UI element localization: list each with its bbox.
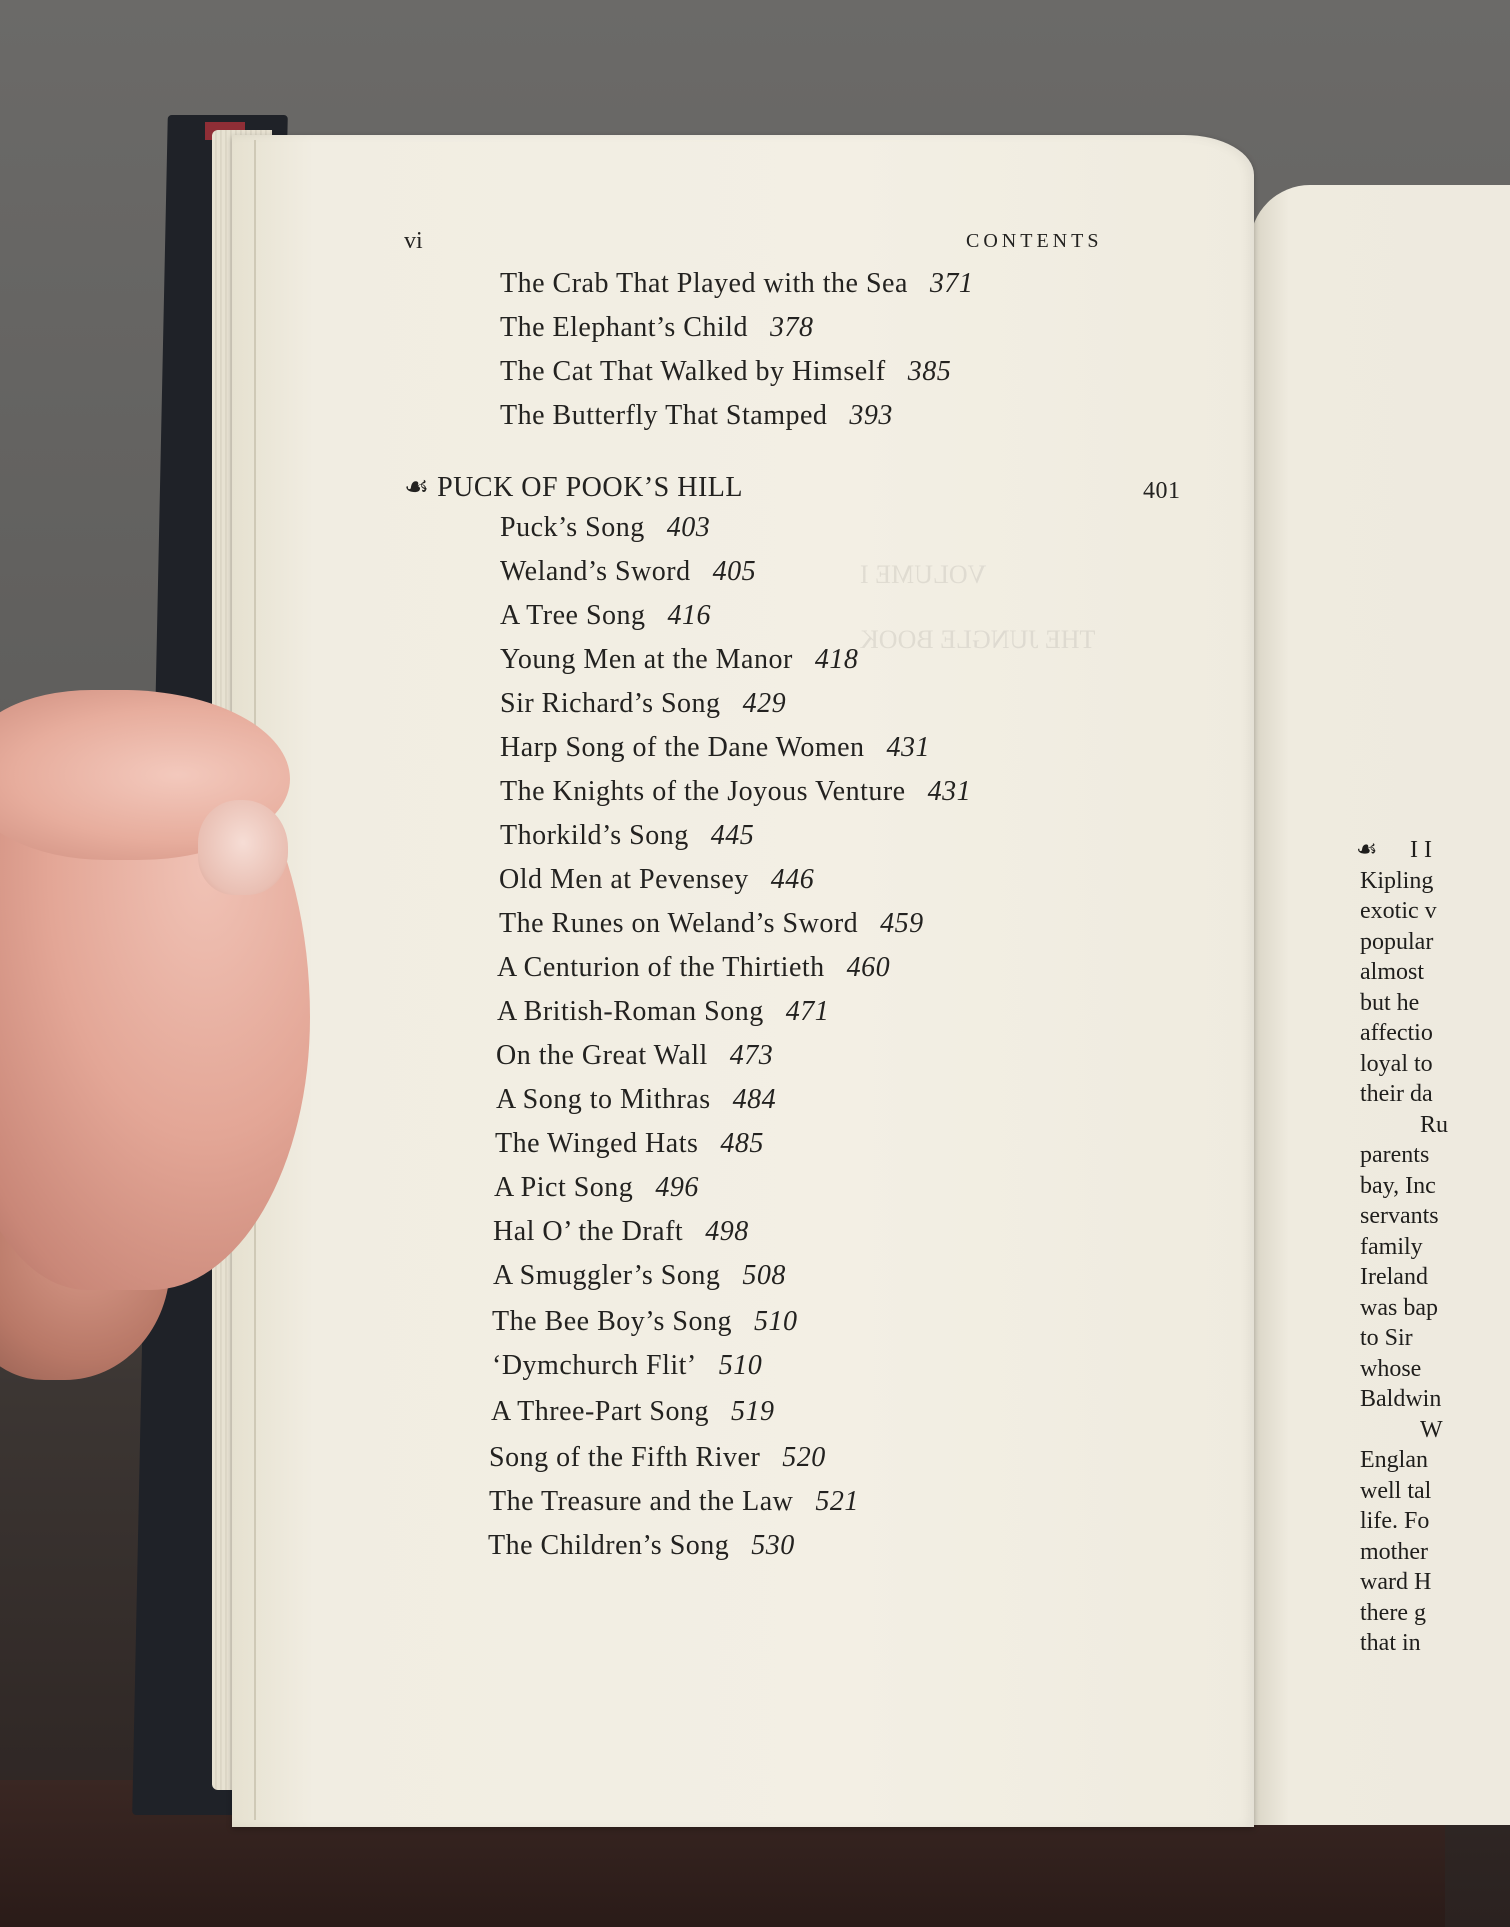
entry-title: The Runes on Weland’s Sword <box>499 908 859 939</box>
entry-page-number: 405 <box>712 556 757 587</box>
entry-title: Young Men at the Manor <box>500 644 793 675</box>
contents-entry <box>500 732 930 764</box>
right-page-line: Ireland <box>1360 1264 1428 1290</box>
entry-title: The Butterfly That Stamped <box>500 400 828 431</box>
fleuron-icon: ☙ <box>1356 837 1378 863</box>
entry-title: On the Great Wall <box>496 1040 708 1071</box>
right-page-line: Ru <box>1420 1111 1449 1138</box>
right-page-line: was bap <box>1360 1294 1438 1321</box>
right-page-line: almost <box>1360 959 1424 985</box>
right-page-line: exotic v <box>1360 898 1437 924</box>
contents-entry <box>493 1260 786 1292</box>
contents-entry <box>499 864 814 896</box>
right-page-line: popular <box>1360 928 1434 955</box>
entry-page-number: 520 <box>782 1442 826 1473</box>
entry-page-number: 519 <box>730 1396 775 1427</box>
contents-entry <box>500 688 786 720</box>
entry-page-number: 496 <box>655 1172 699 1203</box>
right-page-line: there g <box>1360 1599 1426 1626</box>
entry-title: The Knights of the Joyous Venture <box>500 776 906 807</box>
contents-entry <box>496 1084 776 1116</box>
entry-title: A Song to Mithras <box>496 1084 711 1115</box>
contents-entry <box>500 820 754 852</box>
right-page-line: I I <box>1410 837 1432 863</box>
entry-page-number: 371 <box>929 268 974 299</box>
contents-entry <box>497 996 829 1028</box>
entry-page-number: 403 <box>666 512 711 543</box>
right-page <box>1250 185 1510 1825</box>
entry-title: Sir Richard’s Song <box>500 688 721 719</box>
contents-entry <box>495 1128 764 1160</box>
entry-title: A Pict Song <box>494 1172 634 1203</box>
show-through-text: THE JUNGLE BOOK <box>860 625 1096 654</box>
right-page-line: parents <box>1360 1142 1430 1168</box>
entry-page-number: 445 <box>710 820 755 851</box>
entry-title: Harp Song of the Dane Women <box>500 732 865 763</box>
right-page-line: but he <box>1360 989 1420 1016</box>
contents-entry <box>489 1442 826 1474</box>
show-through-text: VOLUME I <box>860 560 987 589</box>
contents-entry <box>489 1486 859 1518</box>
right-page-line: mother <box>1360 1538 1428 1565</box>
entry-title: The Cat That Walked by Himself <box>500 356 886 387</box>
entry-page-number: 460 <box>846 952 891 983</box>
entry-page-number: 508 <box>742 1260 786 1291</box>
running-header: CONTENTS <box>966 230 1103 252</box>
right-page-line: life. Fo <box>1360 1508 1430 1534</box>
entry-page-number: 484 <box>732 1084 777 1115</box>
section-heading <box>404 470 743 504</box>
contents-entry <box>500 644 858 676</box>
section-page-number: 401 <box>1143 478 1181 504</box>
contents-entry <box>500 400 893 432</box>
right-page-line: whose <box>1360 1355 1422 1382</box>
fleuron-icon: ☙ <box>404 472 430 503</box>
right-page-line: to Sir <box>1360 1325 1413 1351</box>
page-folio: vi <box>404 228 423 254</box>
right-page-line: their da <box>1360 1081 1433 1107</box>
contents-entry <box>500 512 710 544</box>
entry-page-number: 429 <box>742 688 787 719</box>
entry-page-number: 378 <box>769 312 814 343</box>
entry-title: The Treasure and the Law <box>489 1486 794 1517</box>
contents-entry <box>492 1306 798 1338</box>
entry-page-number: 510 <box>754 1306 798 1337</box>
contents-entry <box>488 1530 795 1562</box>
right-page-line: servants <box>1360 1203 1439 1229</box>
right-page-line: family <box>1360 1233 1423 1260</box>
contents-entry <box>500 776 971 808</box>
entry-title: Hal O’ the Draft <box>493 1216 684 1247</box>
entry-title: A Tree Song <box>500 600 646 631</box>
entry-page-number: 485 <box>720 1128 764 1159</box>
right-page-line: that in <box>1360 1630 1421 1656</box>
entry-title: Thorkild’s Song <box>500 820 689 851</box>
right-page-line: affectio <box>1360 1020 1433 1046</box>
entry-page-number: 459 <box>880 908 924 939</box>
entry-title: A British-Roman Song <box>497 996 764 1027</box>
entry-page-number: 473 <box>729 1040 774 1071</box>
right-page-line: ward H <box>1360 1569 1432 1595</box>
entry-title: A Smuggler’s Song <box>493 1260 721 1291</box>
right-page-line: W <box>1420 1416 1443 1443</box>
entry-title: Old Men at Pevensey <box>499 864 749 895</box>
contents-entry <box>492 1350 762 1382</box>
contents-entry <box>500 600 711 632</box>
entry-title: ‘Dymchurch Flit’ <box>492 1350 697 1381</box>
entry-page-number: 446 <box>770 864 815 895</box>
entry-title: The Elephant’s Child <box>500 312 748 343</box>
right-page-line: Baldwin <box>1360 1386 1442 1412</box>
right-page-line: loyal to <box>1360 1050 1433 1077</box>
contents-entry <box>500 268 973 300</box>
entry-title: The Winged Hats <box>495 1128 699 1159</box>
entry-page-number: 431 <box>927 776 972 807</box>
contents-entry <box>494 1172 699 1204</box>
contents-entry <box>491 1396 774 1428</box>
thumbnail <box>198 800 288 895</box>
entry-page-number: 416 <box>667 600 712 631</box>
contents-entry <box>500 556 756 588</box>
entry-page-number: 521 <box>815 1486 859 1517</box>
entry-title: The Crab That Played with the Sea <box>500 268 908 299</box>
right-page-line: Kipling <box>1360 867 1434 894</box>
entry-title: Song of the Fifth River <box>489 1442 761 1473</box>
section-title: PUCK OF POOK’S HILL <box>437 472 743 503</box>
entry-page-number: 498 <box>705 1216 749 1247</box>
entry-page-number: 418 <box>814 644 859 675</box>
entry-page-number: 510 <box>718 1350 763 1381</box>
right-page-line: bay, Inc <box>1360 1172 1436 1199</box>
entry-page-number: 431 <box>886 732 931 763</box>
entry-page-number: 471 <box>785 996 830 1027</box>
right-page-line: well tal <box>1360 1477 1432 1504</box>
entry-title: A Three-Part Song <box>491 1396 709 1427</box>
entry-page-number: 385 <box>907 356 952 387</box>
contents-entry <box>497 952 890 984</box>
entry-title: Weland’s Sword <box>500 556 691 587</box>
entry-title: The Bee Boy’s Song <box>492 1306 732 1337</box>
contents-entry <box>496 1040 773 1072</box>
entry-page-number: 530 <box>751 1530 795 1561</box>
entry-title: Puck’s Song <box>500 512 645 543</box>
contents-entry <box>499 908 924 940</box>
contents-entry <box>500 356 951 388</box>
right-page-line: Englan <box>1360 1447 1428 1473</box>
contents-entry <box>493 1216 749 1248</box>
entry-title: A Centurion of the Thirtieth <box>497 952 825 983</box>
entry-title: The Children’s Song <box>488 1530 730 1561</box>
contents-entry <box>500 312 813 344</box>
entry-page-number: 393 <box>849 400 893 431</box>
